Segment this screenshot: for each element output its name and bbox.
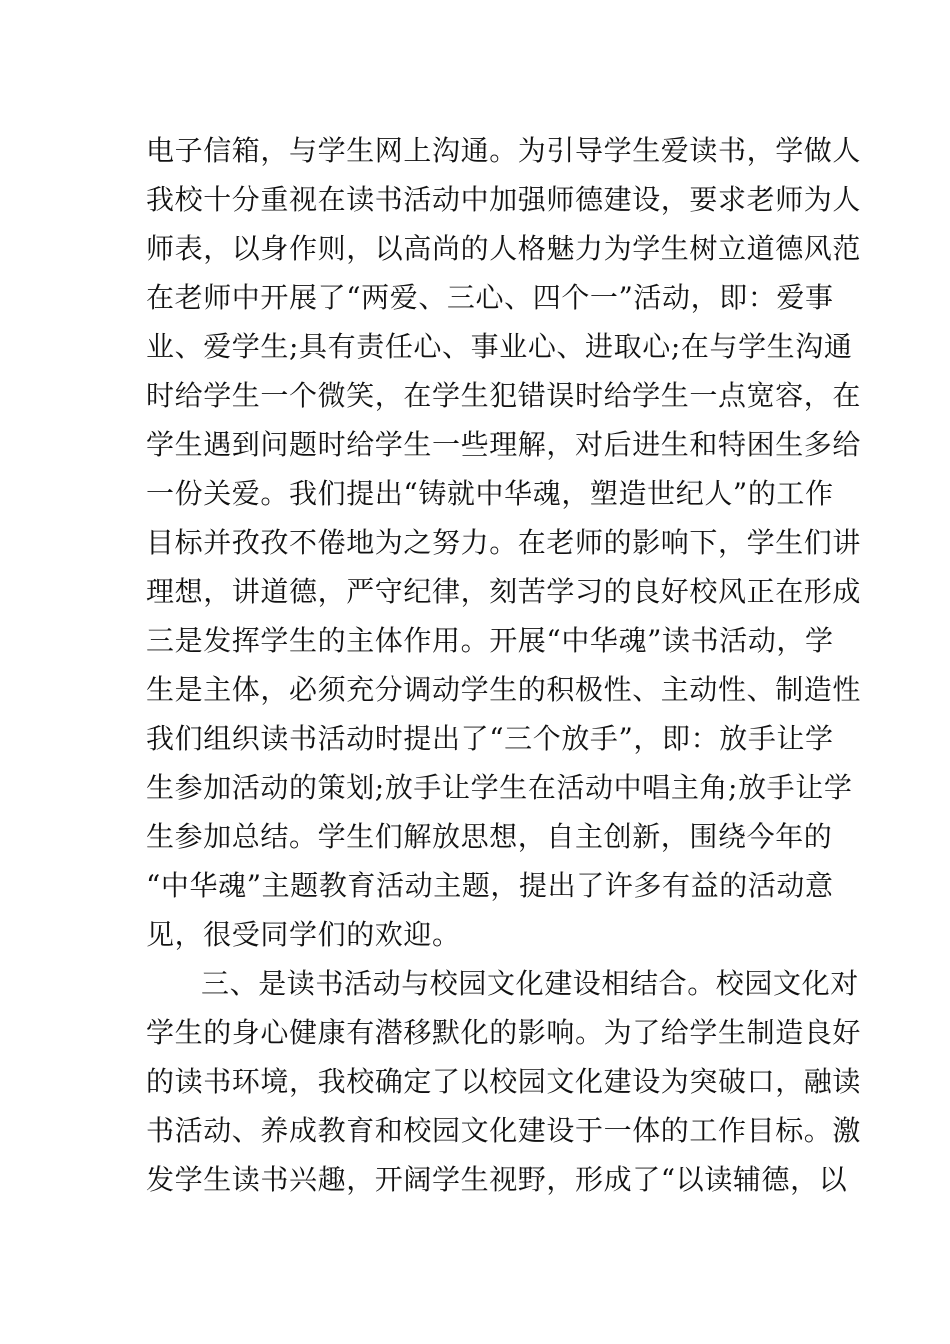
text-line: “中华魂”主题教育活动主题，提出了许多有益的活动意 (146, 869, 834, 902)
text-line: 我们组织读书活动时提出了“三个放手”，即：放手让学 (146, 722, 834, 755)
text-line: 在老师中开展了“两爱、三心、四个一”活动，即：爱事 (146, 281, 834, 314)
text-line: 理想，讲道德，严守纪律，刻苦学习的良好校风正在形成 (146, 575, 862, 608)
text-line: 的读书环境，我校确定了以校园文化建设为突破口，融读 (146, 1065, 862, 1098)
text-line: 目标并孜孜不倦地为之努力。在老师的影响下，学生们讲 (146, 526, 862, 559)
text-line: 生是主体，必须充分调动学生的积极性、主动性、制造性 (146, 673, 862, 706)
text-line: 一份关爱。我们提出“铸就中华魂，塑造世纪人”的工作 (146, 477, 834, 510)
text-line: 见，很受同学们的欢迎。 (146, 918, 461, 951)
paragraph-start-line: 三、是读书活动与校园文化建设相结合。校园文化对 (201, 967, 859, 1000)
text-line: 生参加活动的策划;放手让学生在活动中唱主角;放手让学 (146, 771, 853, 804)
text-line: 时给学生一个微笑，在学生犯错误时给学生一点宽容，在 (146, 379, 862, 412)
text-line: 师表，以身作则，以高尚的人格魅力为学生树立道德风范 (146, 232, 862, 265)
text-line: 业、爱学生;具有责任心、事业心、进取心;在与学生沟通 (146, 330, 853, 363)
body-text (146, 126, 862, 1204)
text-line: 电子信箱，与学生网上沟通。为引导学生爱读书，学做人 (146, 134, 862, 167)
text-line: 生参加总结。学生们解放思想，自主创新，围绕今年的 (146, 820, 833, 853)
text-line: 发学生读书兴趣，开阔学生视野，形成了“以读辅德，以 (146, 1163, 848, 1196)
text-line: 学生遇到问题时给学生一些理解，对后进生和特困生多给 (146, 428, 862, 461)
text-line: 书活动、养成教育和校园文化建设于一体的工作目标。激 (146, 1114, 862, 1147)
text-line: 三是发挥学生的主体作用。开展“中华魂”读书活动，学 (146, 624, 834, 657)
text-line: 我校十分重视在读书活动中加强师德建设，要求老师为人 (146, 183, 862, 216)
text-line: 学生的身心健康有潜移默化的影响。为了给学生制造良好 (146, 1016, 862, 1049)
